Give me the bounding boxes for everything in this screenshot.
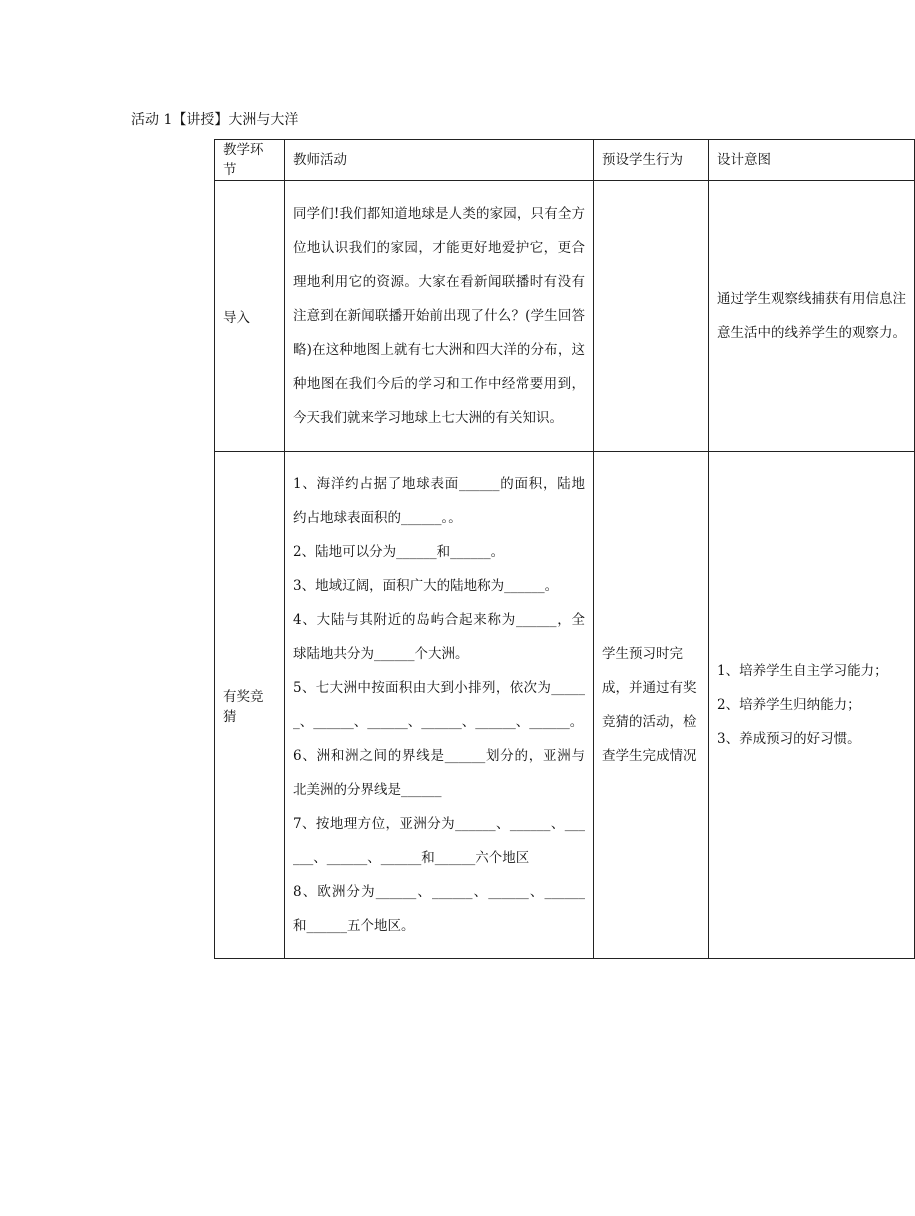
- design-intent-intro-text: 通过学生观察线捕获有用信息注意生活中的线养学生的观察力。: [717, 291, 906, 341]
- teacher-activity-intro: 同学们!我们都知道地球是人类的家园，只有全方位地认识我们的家园，才能更好地爱护它，更合理地利用它的资源。大家在看新闻联播时有没有注意到在新闻联播开始前出现了什么？(学生回答略)在这种地图上就有七大洲和四大洋的分布，这种地图在我们今后的学习和工作中经常要用到，今天我们就来学习地球上七大洲的有关知识。: [285, 181, 594, 452]
- design-intent-intro: [709, 181, 915, 452]
- header-stage: 教学环节: [215, 140, 285, 181]
- quiz-question-1: 1、海洋约占据了地球表面______的面积，陆地约占地球表面积的______。。: [293, 476, 585, 526]
- design-intent-quiz: [709, 452, 915, 959]
- design-intent-quiz-1: 1、培养学生自主学习能力；: [717, 663, 888, 679]
- lesson-plan-table: [214, 139, 915, 959]
- quiz-question-4: 4、大陆与其附近的岛屿合起来称为______，全球陆地共分为______个大洲。: [293, 612, 585, 662]
- header-teacher-activity: 教师活动: [285, 140, 594, 181]
- student-behavior-quiz: [594, 452, 709, 959]
- table-header-row: [215, 140, 915, 181]
- quiz-question-7: 7、按地理方位，亚洲分为______、______、______、______、______和______六个地区: [293, 816, 585, 866]
- student-behavior-quiz-text: 学生预习时完成，并通过有奖竞猜的活动，检查学生完成情况: [602, 646, 697, 764]
- table-row-intro: [215, 181, 915, 452]
- header-design-intent: 设计意图: [709, 140, 915, 181]
- teacher-activity-quiz: [285, 452, 594, 959]
- quiz-question-8: 8、欧洲分为______、______、______、______和______五个地区。: [293, 884, 585, 934]
- quiz-question-6: 6、洲和洲之间的界线是______划分的，亚洲与北美洲的分界线是______: [293, 748, 585, 798]
- activity-heading: 活动 1【讲授】大洲与大洋: [131, 112, 299, 128]
- quiz-question-5: 5、七大洲中按面积由大到小排列，依次为______、______、______、______、______、______。: [293, 680, 585, 730]
- stage-quiz: 有奖竞猜: [215, 452, 285, 959]
- design-intent-quiz-3: 3、养成预习的好习惯。: [717, 731, 861, 747]
- design-intent-quiz-2: 2、培养学生归纳能力；: [717, 697, 861, 713]
- quiz-question-3: 3、地域辽阔，面积广大的陆地称为______。: [293, 578, 559, 594]
- student-behavior-intro: [594, 181, 709, 452]
- stage-intro: 导入: [215, 181, 285, 452]
- header-student-behavior: 预设学生行为: [594, 140, 709, 181]
- table-row-quiz: [215, 452, 915, 959]
- quiz-question-2: 2、陆地可以分为______和______。: [293, 544, 505, 560]
